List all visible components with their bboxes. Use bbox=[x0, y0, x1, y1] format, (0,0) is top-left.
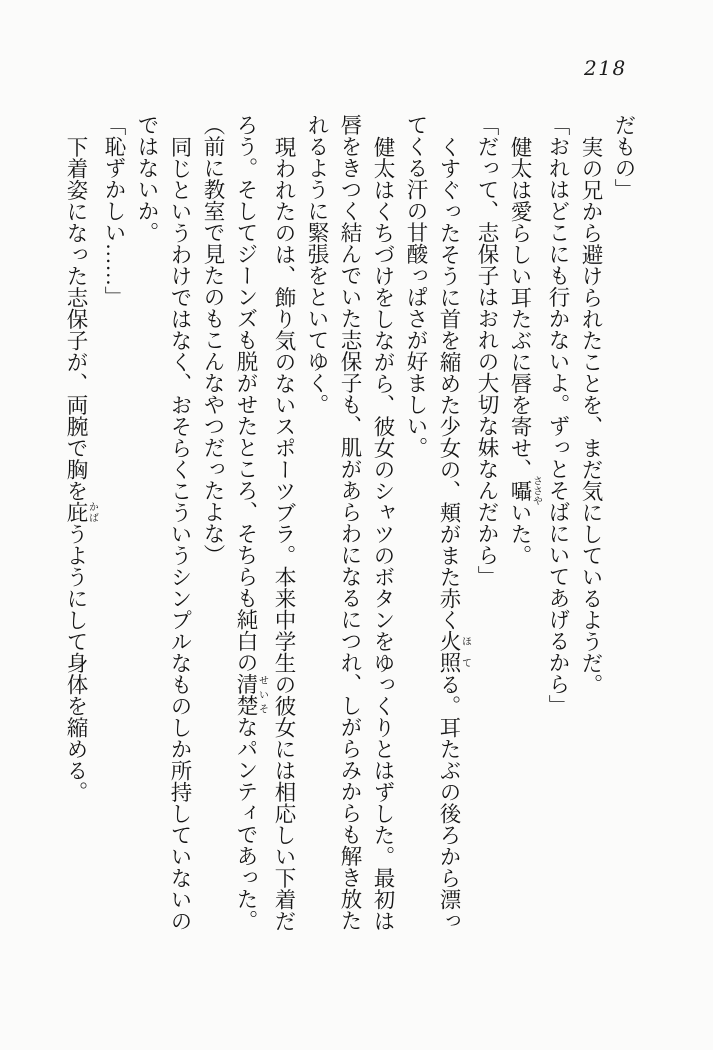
text-block bbox=[59, 114, 640, 940]
text-line: ではないか。 bbox=[135, 114, 159, 243]
ruby-annotated-word: 囁ささや bbox=[508, 475, 542, 506]
text-line: 実の兄から避けられたことを、まだ気にしているようだ。 bbox=[579, 135, 603, 695]
text-line: 「だって、志保子はおれの大切な妹なんだから」 bbox=[475, 114, 499, 587]
text-line: れるように緊張をといてゆく。 bbox=[305, 114, 329, 415]
text-line: 健太はくちづけをしながら、彼女のシャツのボタンをゆっくりとはずした。最初は bbox=[371, 135, 395, 931]
ruby-annotated-word: 庇かば bbox=[64, 501, 98, 523]
text-line: 健太は愛らしい耳たぶに唇を寄せ、囁ささやいた。 bbox=[508, 135, 542, 566]
ruby-annotated-word: 火照ほて bbox=[437, 630, 471, 673]
text-line: 同じというわけではなく、おそらくこういうシンプルなものしか所持していないの bbox=[168, 135, 192, 931]
text-line: 唇をきつく結んでいた志保子も、肌があらわになるにつれ、しがらみからも解き放た bbox=[338, 114, 362, 931]
text-line: 現われたのは、飾り気のないスポーツブラ。本来中学生の彼女には相応しい下着だ bbox=[272, 135, 296, 931]
text-line: くすぐったそうに首を縮めた少女の、頬がまた赤く火照ほてる。耳たぶの後ろから漂っ bbox=[437, 135, 471, 931]
text-line: 「おれはどこにも行かないよ。ずっとそばにいてあげるから」 bbox=[546, 114, 570, 716]
page-number: 218 bbox=[584, 56, 627, 80]
text-line: ろう。そしてジーンズも脱がせたところ、そちらも純白の清楚せいそなパンティであった。 bbox=[234, 114, 268, 931]
text-line: 「恥ずかしい……」 bbox=[102, 114, 126, 308]
text-line: だもの」 bbox=[612, 114, 636, 200]
text-line: 下着姿になった志保子が、両腕で胸を庇かばうようにして身体を縮める。 bbox=[64, 135, 98, 802]
ruby-annotated-word: 清楚せいそ bbox=[234, 673, 268, 716]
text-line: てくる汗の甘酸っぱさが好ましい。 bbox=[404, 114, 428, 458]
text-line: （前に教室で見たのもこんなやつだったよな） bbox=[201, 114, 225, 566]
